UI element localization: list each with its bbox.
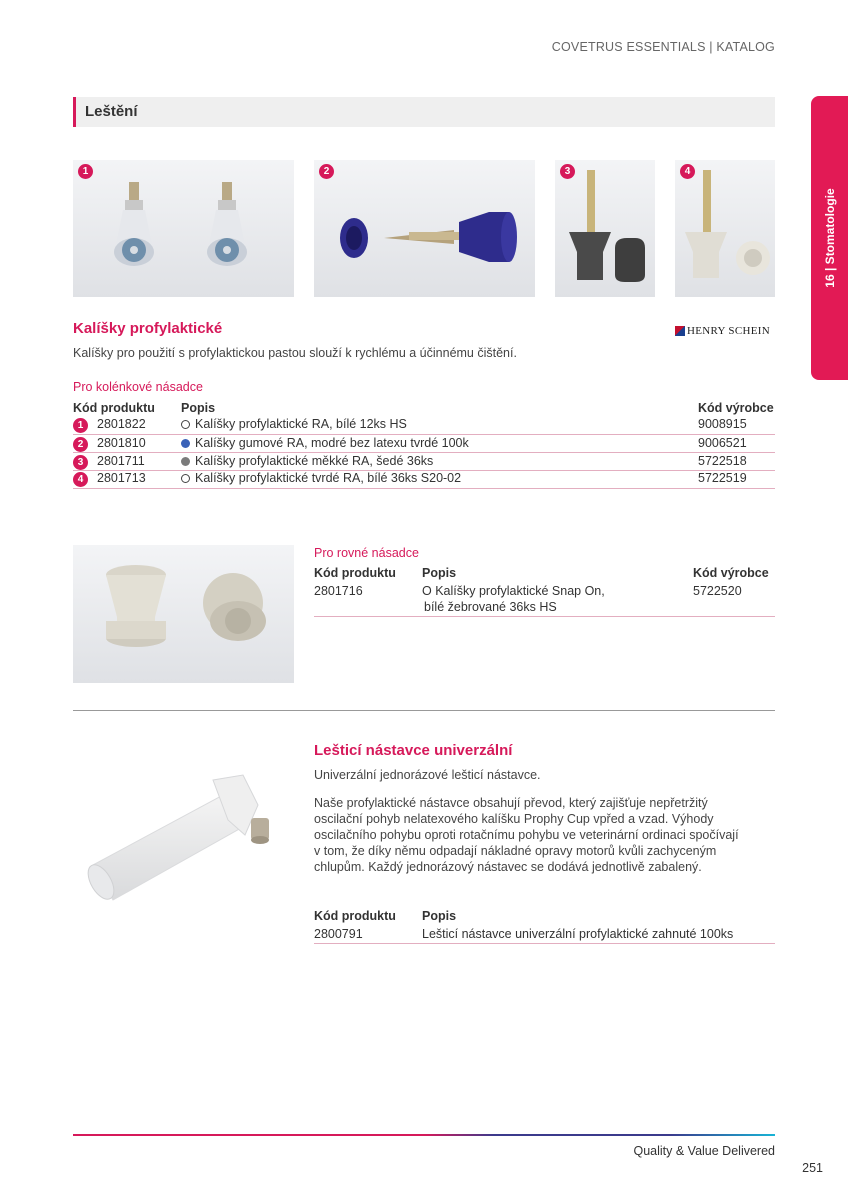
photo-badge: 4 (680, 164, 695, 179)
white-prophy-cups-image (73, 160, 294, 297)
product-photo-4 (675, 160, 775, 297)
row-divider (314, 943, 775, 944)
col-manufacturer-code: Kód výrobce (693, 566, 769, 580)
product-photo-3 (555, 160, 655, 297)
photo-badge: 1 (78, 164, 93, 179)
table-row (73, 471, 775, 489)
snap-on-cups-photo (73, 545, 294, 683)
col-product-code: Kód produktu (314, 909, 396, 923)
prophy-cups-description: Kalíšky pro použití s profylaktickou pastou slouží k rychlému a účinnému čištění. (73, 346, 517, 360)
footer-gradient-line (73, 1134, 775, 1136)
product-photo-1 (73, 160, 294, 297)
row-divider (73, 434, 775, 435)
table-row (314, 584, 775, 616)
catalog-header: COVETRUS ESSENTIALS | KATALOG (551, 40, 775, 54)
product-code: 2801711 (97, 454, 145, 468)
henry-schein-logo (675, 325, 770, 337)
universal-angles-paragraph (314, 795, 739, 875)
product-description-line2: bílé žebrované 36ks HS (424, 600, 557, 614)
photo-badge: 2 (319, 164, 334, 179)
paragraph-line: oscilační pohyb nelatexového kalíšku Prophy Cup vpřed a vzad. Výhody (314, 812, 714, 826)
product-description: Kalíšky profylaktické tvrdé RA, bílé 36ks S20-02 (195, 471, 462, 485)
manufacturer-code: 5722520 (693, 584, 742, 598)
row-badge: 2 (73, 437, 88, 452)
henry-schein-mark-icon (675, 326, 685, 336)
product-description: Kalíšky gumové RA, modré bez latexu tvrdé 100k (195, 436, 469, 450)
product-description: Kalíšky profylaktické měkké RA, šedé 36ks (195, 454, 434, 468)
page-number: 251 (802, 1161, 823, 1175)
product-description-line1: O Kalíšky profylaktické Snap On, (422, 584, 605, 598)
col-description: Popis (422, 909, 457, 923)
product-code: 2801822 (97, 417, 146, 431)
col-description: Popis (181, 401, 216, 415)
product-code: 2800791 (314, 927, 363, 941)
row-badge: 4 (73, 472, 88, 487)
row-divider (73, 488, 775, 489)
white-dot-icon (181, 474, 190, 483)
white-ribbed-cups-image (675, 160, 775, 297)
henry-schein-wordmark: HENRY SCHEIN (687, 325, 770, 337)
paragraph-line: v tom, že díky němu odpadají nákladné opravy motorů kvůli zachyceným (314, 844, 717, 858)
blue-prophy-cup-image (314, 160, 535, 297)
snap-on-cups-image (73, 545, 294, 683)
prophy-cups-title: Kalíšky profylaktické (73, 320, 223, 337)
universal-angles-title: Lešticí nástavce univerzální (314, 742, 513, 759)
row-badge: 3 (73, 455, 88, 470)
prophy-angle-image (73, 760, 294, 920)
manufacturer-code: 9008915 (698, 417, 747, 431)
manufacturer-code: 9006521 (698, 436, 747, 450)
product-code: 2801716 (314, 584, 363, 598)
product-description: Kalíšky profylaktické RA, bílé 12ks HS (195, 417, 407, 431)
white-dot-icon (181, 420, 190, 429)
col-product-code: Kód produktu (73, 401, 155, 415)
section-heading-bar (73, 97, 775, 127)
section-title: Leštění (85, 103, 138, 120)
paragraph-line: chlupům. Každý jednorázový nástavec se dodává jednotlivě zabalený. (314, 860, 702, 874)
photo-badge: 3 (560, 164, 575, 179)
product-code: 2801713 (97, 471, 146, 485)
col-product-code: Kód produktu (314, 566, 396, 580)
product-code: 2801810 (97, 436, 146, 450)
straight-handpiece-subheading: Pro rovné násadce (314, 546, 419, 560)
chapter-tab[interactable] (811, 96, 848, 380)
row-divider (73, 452, 775, 453)
section-divider (73, 710, 775, 711)
product-description: Lešticí nástavce univerzální profylaktické zahnuté 100ks (422, 927, 734, 941)
blue-dot-icon (181, 439, 190, 448)
product-photo-2 (314, 160, 535, 297)
row-badge: 1 (73, 418, 88, 433)
footer-tagline: Quality & Value Delivered (633, 1144, 775, 1158)
paragraph-line: oscilačního pohybu oproti rotačnímu pohybu ve veterinární ordinaci spočívají (314, 828, 739, 842)
chapter-tab-label: 16 | Stomatologie (822, 188, 837, 288)
universal-angles-intro: Univerzální jednorázové lešticí nástavce. (314, 768, 541, 782)
contra-angle-subheading: Pro kolénkové násadce (73, 380, 203, 394)
manufacturer-code: 5722518 (698, 454, 747, 468)
table-row (73, 417, 775, 435)
paragraph-line: Naše profylaktické nástavce obsahují převod, který zajišťuje nepřetržitý (314, 796, 708, 810)
grey-prophy-cups-image (555, 160, 655, 297)
col-manufacturer-code: Kód výrobce (698, 401, 774, 415)
manufacturer-code: 5722519 (698, 471, 747, 485)
table-row (314, 927, 775, 944)
col-description: Popis (422, 566, 457, 580)
row-divider (314, 616, 775, 617)
prophy-angle-photo (73, 760, 294, 920)
grey-dot-icon (181, 457, 190, 466)
